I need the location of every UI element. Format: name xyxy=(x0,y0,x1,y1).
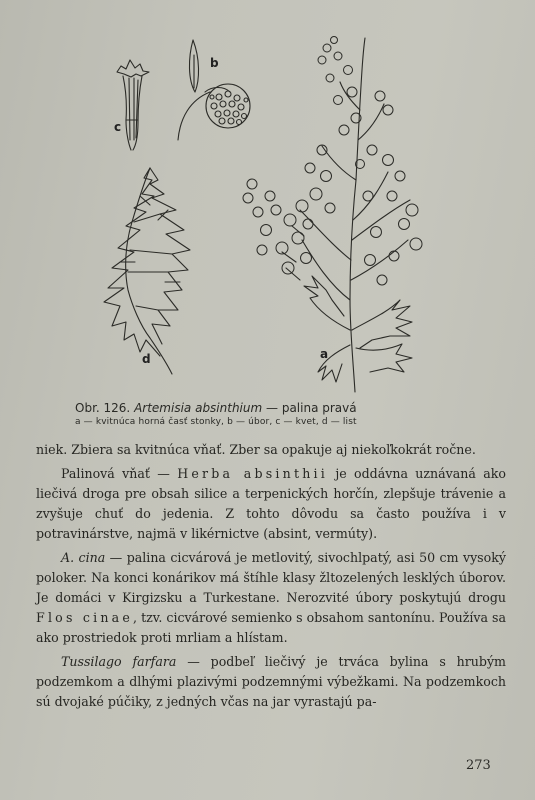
p2-lead: Palinová vňať — xyxy=(61,466,170,481)
figure-label-d: d xyxy=(142,352,151,366)
figure-label-b: b xyxy=(210,56,219,70)
species-tussilago-farfara: Tussilago farfara xyxy=(61,654,177,669)
caption-common-name: — palina pravá xyxy=(266,401,357,415)
species-a-cina: A. cina xyxy=(61,550,106,565)
p2-text: je oddávna uznávaná ako liečivá droga pre obsah silice a terpenických horčín, zlepšuje trávenie a zvyšuje chuť do jedenia. Z tohto dôvodu sa často používa i v potravinárstve, najmä v likérnictve (absint, vermúty). xyxy=(36,466,506,541)
body-text xyxy=(36,440,506,716)
capitulum-drawing xyxy=(178,40,250,140)
paragraph-4 xyxy=(36,652,506,712)
capitula-clusters xyxy=(243,37,422,286)
paragraph-1: niek. Zbiera sa kvitnúca vňať. Zber sa opakuje aj niekoľkokrát ročne. xyxy=(36,442,476,457)
page-number: 273 xyxy=(466,758,491,773)
p3-text-1: — palina cicvárová je metlovitý, sivochlpatý, asi 50 cm vysoký poloker. Na konci konárikov má štíhle klasy žltozelených lesklých úborov. Je domáci v Kirgizsku a Turkestane. Nerozvité úbory poskytujú drogu xyxy=(36,550,506,605)
paragraph-3 xyxy=(36,548,506,648)
p4-text: — podbeľ liečivý je trváca bylina s hrubým podzemkom a dlhými plazivými podzemnými výbežkami. Na podzemkoch sú dvojaké púčiky, z jedných včas na jar vyrastajú pa- xyxy=(36,654,506,709)
figure-label-c: c xyxy=(114,120,122,134)
drug-name-herba-absinthii: Herba absinthii xyxy=(177,466,328,481)
paragraph-2 xyxy=(36,464,506,544)
caption-legend: a — kvitnúca horná časť stonky, b — úbor, c — kvet, d — list xyxy=(75,417,357,427)
p3-text-2: , tzv. cicvárové semienko s obsahom santonínu. Používa sa ako prostriedok proti mrliam a hlístam. xyxy=(36,610,507,645)
drug-name-flos-cinae: Flos cinae xyxy=(36,610,134,625)
caption-title xyxy=(75,401,515,416)
leaf-drawing xyxy=(104,168,190,374)
caption-prefix: Obr. 126. xyxy=(75,401,131,415)
figure-label-a: a xyxy=(320,347,329,361)
flower-drawing xyxy=(117,60,149,150)
figure-caption xyxy=(75,401,515,429)
caption-species: Artemisia absinthium xyxy=(134,401,263,415)
